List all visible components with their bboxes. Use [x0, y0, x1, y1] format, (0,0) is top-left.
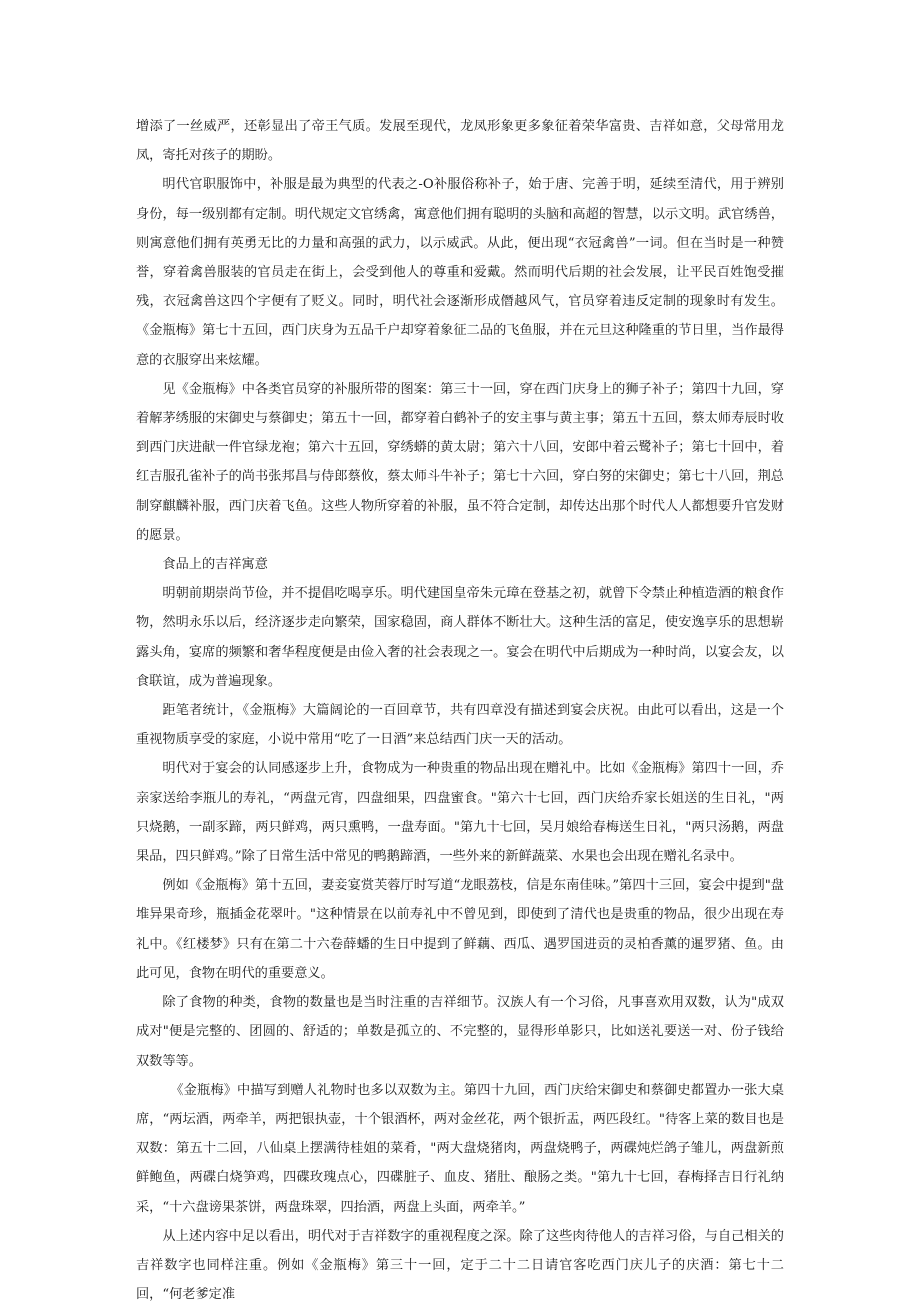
- paragraph-ming-frugality: 明朝前期崇尚节俭，并不提倡吃喝享乐。明代建国皇帝朱元璋在登基之初，就曾下令禁止种植造酒的粮食作物，然明永乐以后，经济逐步走向繁荣，国家稳固，商人群体不断壮大。这种生活的富足，使安逸享乐的思想崭露头角，宴席的频繁和奢华程度便是由俭入奢的社会表现之一。宴会在明代中后期成为一种时尚，以宴会友，以食联谊，成为普遍现象。: [136, 586, 784, 689]
- paragraph-gift-food: 明代对于宴会的认同感逐步上升，食物成为一种贵重的物品出现在赠礼中。比如《金瓶梅》第四十一回，乔亲家送给李瓶儿的寿礼，“两盘元宵，四盘细果，四盘蜜食。"第六十七回，西门庆给乔家长姐送的生日礼，"两只烧鹅，一副豕蹄，两只鲜鸡，两只熏鸭，一盘寿面。"第九十七回，吴月娘给春梅送生日礼，"两只汤鹅，两盘果品，四只鲜鸡。”除了日常生活中常见的鸭鹅蹄酒，一些外来的新鲜蔬菜、水果也会出现在赠礼名录中。: [136, 761, 784, 865]
- paragraph-double-gifts: 《金瓶梅》中描写到赠人礼物时也多以双数为主。第四十九回，西门庆给宋御史和蔡御史都置办一张大桌席，“两坛酒，两牵羊，两把银执壶，十个银酒杯，两对金丝花，两个银折盂，两匹段红。"待客上菜的数目也是双数：第五十二回，八仙桌上摆满待桂姐的菜肴，"两大盘烧猪肉，两盘烧鸭子，两碟炖烂鸽子雏儿，两盘新煎鲜鲍鱼，两碟白烧笋鸡，四碟玫瑰点心，四碟脏子、血皮、猪肚、酿肠之类。"第九十七回，春梅择吉日行礼纳采，“十六盘谤果茶饼，两盘珠翠，四抬酒，两盘上头面，两牵羊。”: [136, 1082, 784, 1215]
- paragraph-buzi: 明代官职服饰中，补服是最为典型的代表之-O补服俗称补子，始于唐、完善于明，延续至清代，用于辨别身份，每一级别都有定制。明代规定文官绣禽，寓意他们拥有聪明的头脑和高超的智慧，以示文明。武官绣兽，则寓意他们拥有英勇无比的力量和高强的武力，以示威武。从此，便出现“衣冠禽兽”一词。但在当时是一种赞誉，穿着禽兽服装的官员走在街上，会受到他人的尊重和爱戴。然而明代后期的社会发展，让平民百姓饱受摧残，衣冠禽兽这四个字便有了贬义。同时，明代社会逐渐形成僭越风气，官员穿着违反定制的现象时有发生。《金瓶梅》第七十五回，西门庆身为五品千户却穿着象征二品的飞鱼服，并在元旦这种隆重的节日里，当作最得意的衣服穿出来炫耀。: [136, 177, 784, 368]
- paragraph-continuation: 增添了一丝威严，还彰显出了帝王气质。发展至现代，龙凤形象更多象征着荣华富贵、吉祥如意，父母常用龙凤，寄托对孩子的期盼。: [136, 119, 784, 164]
- paragraph-buzi-examples: 见《金瓶梅》中各类官员穿的补服所带的图案：第三十一回，穿在西门庆身上的狮子补子；第四十九回，穿着解茅绣服的宋御史与蔡御史；第五十一回，都穿着白鹤补子的安主事与黄主事；第五十五回，蔡太师寿辰时收到西门庆进献一件官绿龙袍；第六十五回，穿绣蟒的黄太尉；第六十八回，安郎中着云鹭补子；第七十回中，着红吉服孔雀补子的尚书张邦昌与侍郎蔡攸，蔡太师斗牛补子；第七十六回，穿白努的宋御史；第七十八回，荆总制穿麒麟补服，西门庆着飞鱼。这些人物所穿着的补服，虽不符合定制，却传达出那个时代人人都想要升官发财的愿景。: [136, 381, 784, 543]
- section-heading-food: 食品上的吉祥寓意: [162, 557, 268, 573]
- document-body: [136, 112, 784, 1309]
- paragraph-lucky-numbers: 从上述内容中足以看出，明代对于吉祥数字的重视程度之深。除了这些肉待他人的吉祥习俗，与自己相关的吉祥数字也同样注重。例如《金瓶梅》第三十一回，定于二十二日请官客吃西门庆儿子的庆酒：第七十二回，“何老爹定准: [136, 1228, 784, 1303]
- paragraph-even-numbers: 除了食物的种类，食物的数量也是当时注重的吉祥细节。汉族人有一个习俗，凡事喜欢用双数，认为"成双成对"便是完整的、团圆的、舒适的；单数是孤立的、不完整的，显得形单影只，比如送礼要送一对、份子钱给双数等等。: [136, 995, 784, 1069]
- paragraph-exotic-fruit: 例如《金瓶梅》第十五回，妻妾宴赏芙蓉厅时写道“龙眼荔枝，信是东南佳味。”第四十三回，宴会中提到"盘堆异果奇珍，瓶插金花翠叶。"这种情景在以前寿礼中不曾见到，即使到了清代也是贵重的物品，很少出现在寿礼中。《红楼梦》只有在第二十六卷薛蟠的生日中提到了鲜藕、西瓜、遇罗国进贡的灵柏香薰的暹罗猪、鱼。由此可见，食物在明代的重要意义。: [136, 878, 784, 981]
- paragraph-statistics: 距笔者统计，《金瓶梅》大篇阔论的一百回章节，共有四章没有描述到宴会庆祝。由此可以看出，这是一个重视物质享受的家庭，小说中常用“吃了一日酒”来总结西门庆一天的活动。: [136, 703, 784, 748]
